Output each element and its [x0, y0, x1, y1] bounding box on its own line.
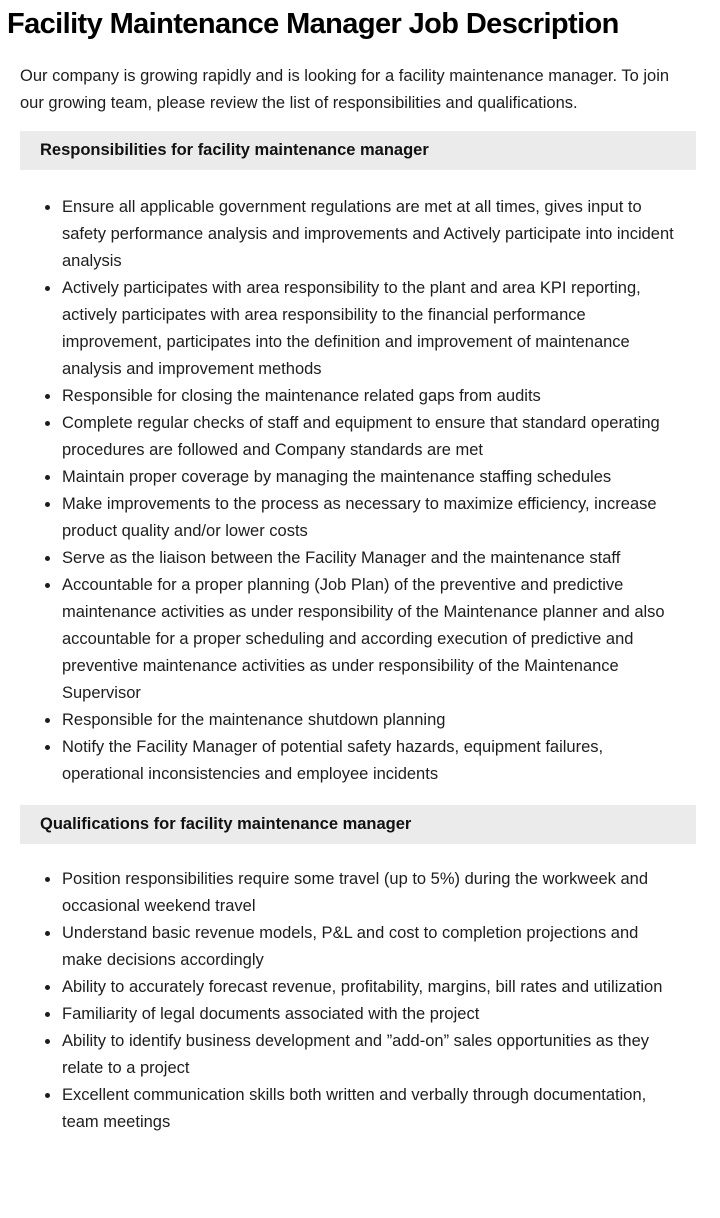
qualifications-list	[20, 866, 680, 1136]
list-item: Ability to accurately forecast revenue, profitability, margins, bill rates and utilization	[20, 974, 680, 1001]
intro-paragraph: Our company is growing rapidly and is looking for a facility maintenance manager. To join our growing team, please review the list of responsibilities and qualifications.	[20, 67, 670, 112]
list-item: Serve as the liaison between the Facility Manager and the maintenance staff	[20, 545, 680, 572]
section-heading-qualifications: Qualifications for facility maintenance manager	[20, 805, 696, 844]
responsibilities-list	[20, 194, 680, 788]
list-item: Understand basic revenue models, P&L and cost to completion projections and make decisions accordingly	[20, 920, 680, 974]
list-item: Ability to identify business development and ”add-on” sales opportunities as they relate to a project	[20, 1028, 680, 1082]
list-item: Complete regular checks of staff and equipment to ensure that standard operating procedures are followed and Company standards are met	[20, 410, 680, 464]
list-item: Position responsibilities require some travel (up to 5%) during the workweek and occasional weekend travel	[20, 866, 680, 920]
list-item: Excellent communication skills both written and verbally through documentation, team meetings	[20, 1082, 680, 1136]
list-item: Familiarity of legal documents associated with the project	[20, 1001, 680, 1028]
list-item: Maintain proper coverage by managing the maintenance staffing schedules	[20, 464, 680, 491]
list-item: Ensure all applicable government regulations are met at all times, gives input to safety performance analysis and improvements and Actively participate into incident analysis	[20, 194, 680, 275]
list-item: Actively participates with area responsibility to the plant and area KPI reporting, actively participates with area responsibility to the financial performance improvement, participates into the definition and improvement of maintenance analysis and improvement methods	[20, 275, 680, 383]
qualifications-section	[0, 805, 720, 1136]
list-item: Accountable for a proper planning (Job Plan) of the preventive and predictive maintenance activities as under responsibility of the Maintenance planner and also accountable for a proper scheduling and according execution of predictive and preventive maintenance activities as under responsibility of the Maintenance Supervisor	[20, 572, 680, 707]
list-item: Responsible for closing the maintenance related gaps from audits	[20, 383, 680, 410]
page-title: Facility Maintenance Manager Job Description	[7, 8, 619, 40]
list-item: Responsible for the maintenance shutdown planning	[20, 707, 680, 734]
responsibilities-section	[0, 131, 720, 788]
list-item: Make improvements to the process as necessary to maximize efficiency, increase product quality and/or lower costs	[20, 491, 680, 545]
section-heading-responsibilities: Responsibilities for facility maintenance manager	[20, 131, 696, 170]
list-item: Notify the Facility Manager of potential safety hazards, equipment failures, operational inconsistencies and employee incidents	[20, 734, 680, 788]
